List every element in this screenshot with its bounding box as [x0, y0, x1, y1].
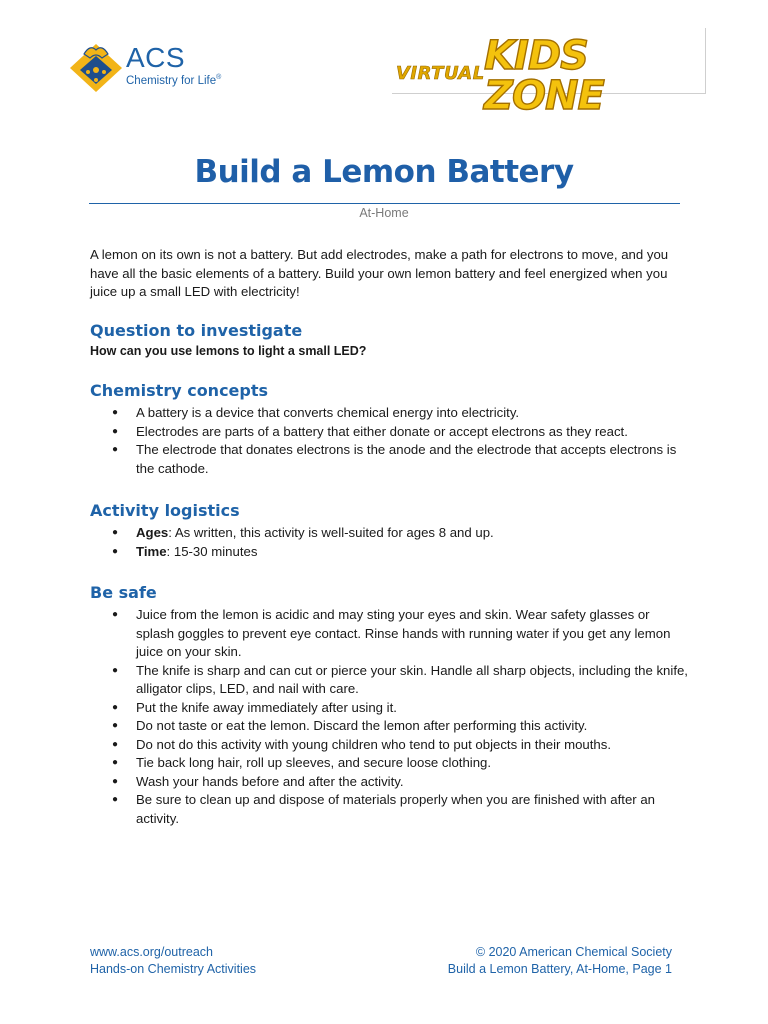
list-item: ● A battery is a device that converts chemical energy into electricity.	[90, 404, 690, 423]
list-item: ● The electrode that donates electrons is the anode and the electrode that accepts electrons is the cathode.	[90, 441, 690, 478]
question-section	[90, 320, 690, 361]
footer-right	[448, 944, 672, 977]
question-text: How can you use lemons to light a small LED?	[90, 343, 367, 358]
footer-page-info: Build a Lemon Battery, At-Home, Page 1	[447, 961, 672, 976]
acs-logo-text: ACS	[126, 42, 186, 73]
list-item	[90, 524, 690, 543]
page-title: Build a Lemon Battery	[194, 154, 574, 190]
list-item: ● Do not taste or eat the lemon. Discard the lemon after performing this activity.	[90, 717, 690, 736]
safety-list	[90, 606, 690, 828]
logistics-section	[90, 500, 690, 561]
acs-tagline: Chemistry for Life®	[126, 74, 222, 87]
footer-series: Hands-on Chemistry Activities	[90, 961, 257, 976]
list-item: ● Do not do this activity with young children who tend to put objects in their mouths.	[90, 736, 690, 755]
time-label: Time	[136, 543, 167, 559]
concepts-section	[90, 380, 690, 478]
safety-heading: Be safe	[90, 583, 157, 602]
kids-zone-logo	[392, 28, 706, 119]
footer-left	[90, 944, 256, 977]
logistics-heading: Activity logistics	[90, 501, 240, 520]
ages-value: : As written, this activity is well-suited for ages 8 and up.	[168, 525, 494, 540]
ages-label: Ages	[136, 525, 169, 540]
kids-zone-virtual-text: VIRTUAL	[396, 63, 485, 84]
logistics-list	[90, 524, 690, 561]
safety-section	[90, 582, 690, 828]
title-divider	[89, 203, 680, 204]
acs-logo	[68, 40, 238, 96]
footer-url-link[interactable]: www.acs.org/outreach	[90, 945, 213, 959]
page-subtitle: At-Home	[359, 206, 409, 220]
time-value: : 15-30 minutes	[166, 543, 258, 559]
kids-zone-main-text: KIDS ZONE	[484, 33, 604, 119]
document-body	[90, 246, 690, 828]
list-item: ● Tie back long hair, roll up sleeves, and secure loose clothing.	[90, 754, 690, 773]
list-item: ● Put the knife away immediately after using it.	[90, 699, 690, 718]
list-item: ● Juice from the lemon is acidic and may sting your eyes and skin. Wear safety glasses or splash goggles to prevent eye contact. Rinse hands with running water if you get any lemon juice on your skin.	[90, 606, 690, 662]
acs-emblem-icon	[68, 40, 124, 96]
list-item: ● Be sure to clean up and dispose of materials properly when you are finished with after an activity.	[90, 791, 690, 828]
concepts-list	[90, 404, 690, 478]
list-item: ● Wash your hands before and after the activity.	[90, 773, 690, 792]
list-item: ● The knife is sharp and can cut or pierce your skin. Handle all sharp objects, including the knife, alligator clips, LED, and nail with care.	[90, 662, 690, 699]
intro-paragraph: A lemon on its own is not a battery. But add electrodes, make a path for electrons to move, and you have all the basic elements of a battery. Build your own lemon battery and feel energized when you juice up a small LED with electricity!	[90, 247, 669, 299]
list-item: ● Electrodes are parts of a battery that either donate or accept electrons as they react.	[90, 423, 690, 442]
list-item	[90, 543, 690, 562]
footer-copyright: © 2020 American Chemical Society	[475, 945, 672, 959]
question-heading: Question to investigate	[90, 320, 303, 340]
concepts-heading: Chemistry concepts	[90, 381, 269, 400]
